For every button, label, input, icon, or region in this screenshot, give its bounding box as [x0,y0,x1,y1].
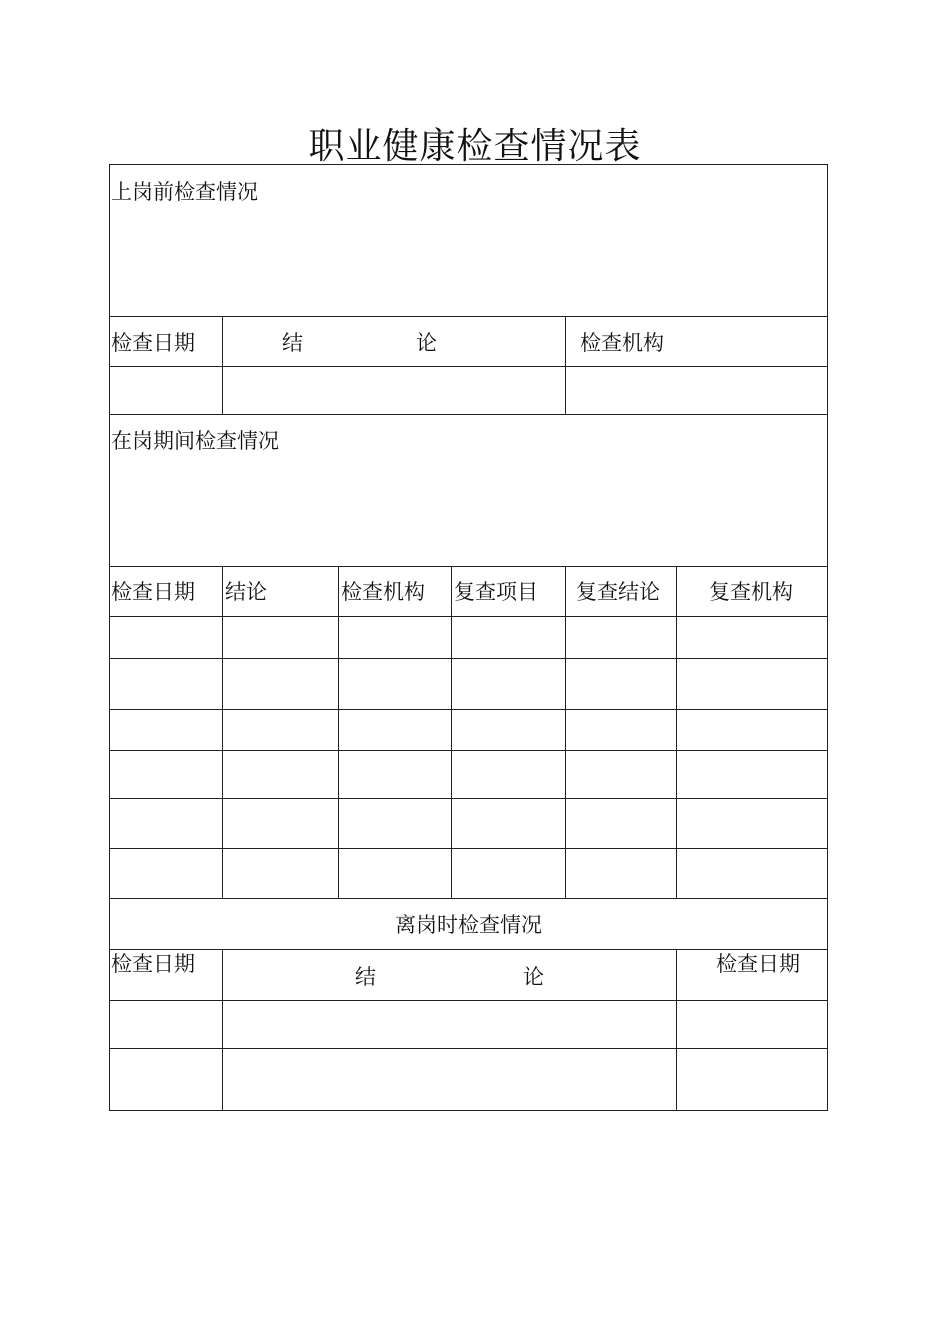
row-divider [109,566,828,567]
on-job-recheck-conclusion-header: 复查结论 [576,580,660,604]
pre-job-institution-cell[interactable] [566,367,827,414]
on-job-recheck-item-header: 复查项目 [454,580,538,604]
col-divider [565,566,566,898]
pre-job-date-cell[interactable] [110,367,222,414]
col-divider [676,566,677,898]
row-divider [109,658,828,659]
on-job-section-label: 在岗期间检查情况 [111,429,279,453]
on-job-recheck-institution-header: 复查机构 [709,580,793,604]
on-job-institution-header: 检查机构 [341,580,425,604]
page-title: 职业健康检查情况表 [308,126,642,167]
row-divider [109,709,828,710]
leaving-date-cell[interactable] [110,1001,222,1048]
leaving-date-cell[interactable] [110,1049,222,1110]
leaving-section-label: 离岗时检查情况 [395,913,542,937]
on-job-conclusion-header: 结论 [225,580,267,604]
row-divider [109,798,828,799]
row-divider [109,616,828,617]
leaving-conclusion-cell[interactable] [223,1049,676,1110]
row-divider [109,750,828,751]
leaving-date-right-cell[interactable] [677,1001,827,1048]
pre-job-date-header: 检查日期 [111,331,195,355]
col-divider [338,566,339,898]
row-divider [109,414,828,415]
leaving-conclusion-header-part2: 论 [523,965,544,989]
pre-job-conclusion-header-part1: 结 [282,331,303,355]
leaving-conclusion-cell[interactable] [223,1001,676,1048]
on-job-date-header: 检查日期 [111,580,195,604]
row-divider [109,949,828,950]
col-divider [451,566,452,898]
row-divider [109,848,828,849]
pre-job-institution-header: 检查机构 [580,331,664,355]
leaving-conclusion-header-part1: 结 [355,965,376,989]
col-divider [222,566,223,898]
pre-job-conclusion-cell[interactable] [223,367,565,414]
row-divider [109,898,828,899]
pre-job-section-label: 上岗前检查情况 [111,180,258,204]
row-divider [109,316,828,317]
pre-job-conclusion-header-part2: 论 [416,331,437,355]
leaving-date-right-header: 检查日期 [716,952,800,976]
leaving-date-header: 检查日期 [111,952,195,976]
leaving-date-right-cell[interactable] [677,1049,827,1110]
